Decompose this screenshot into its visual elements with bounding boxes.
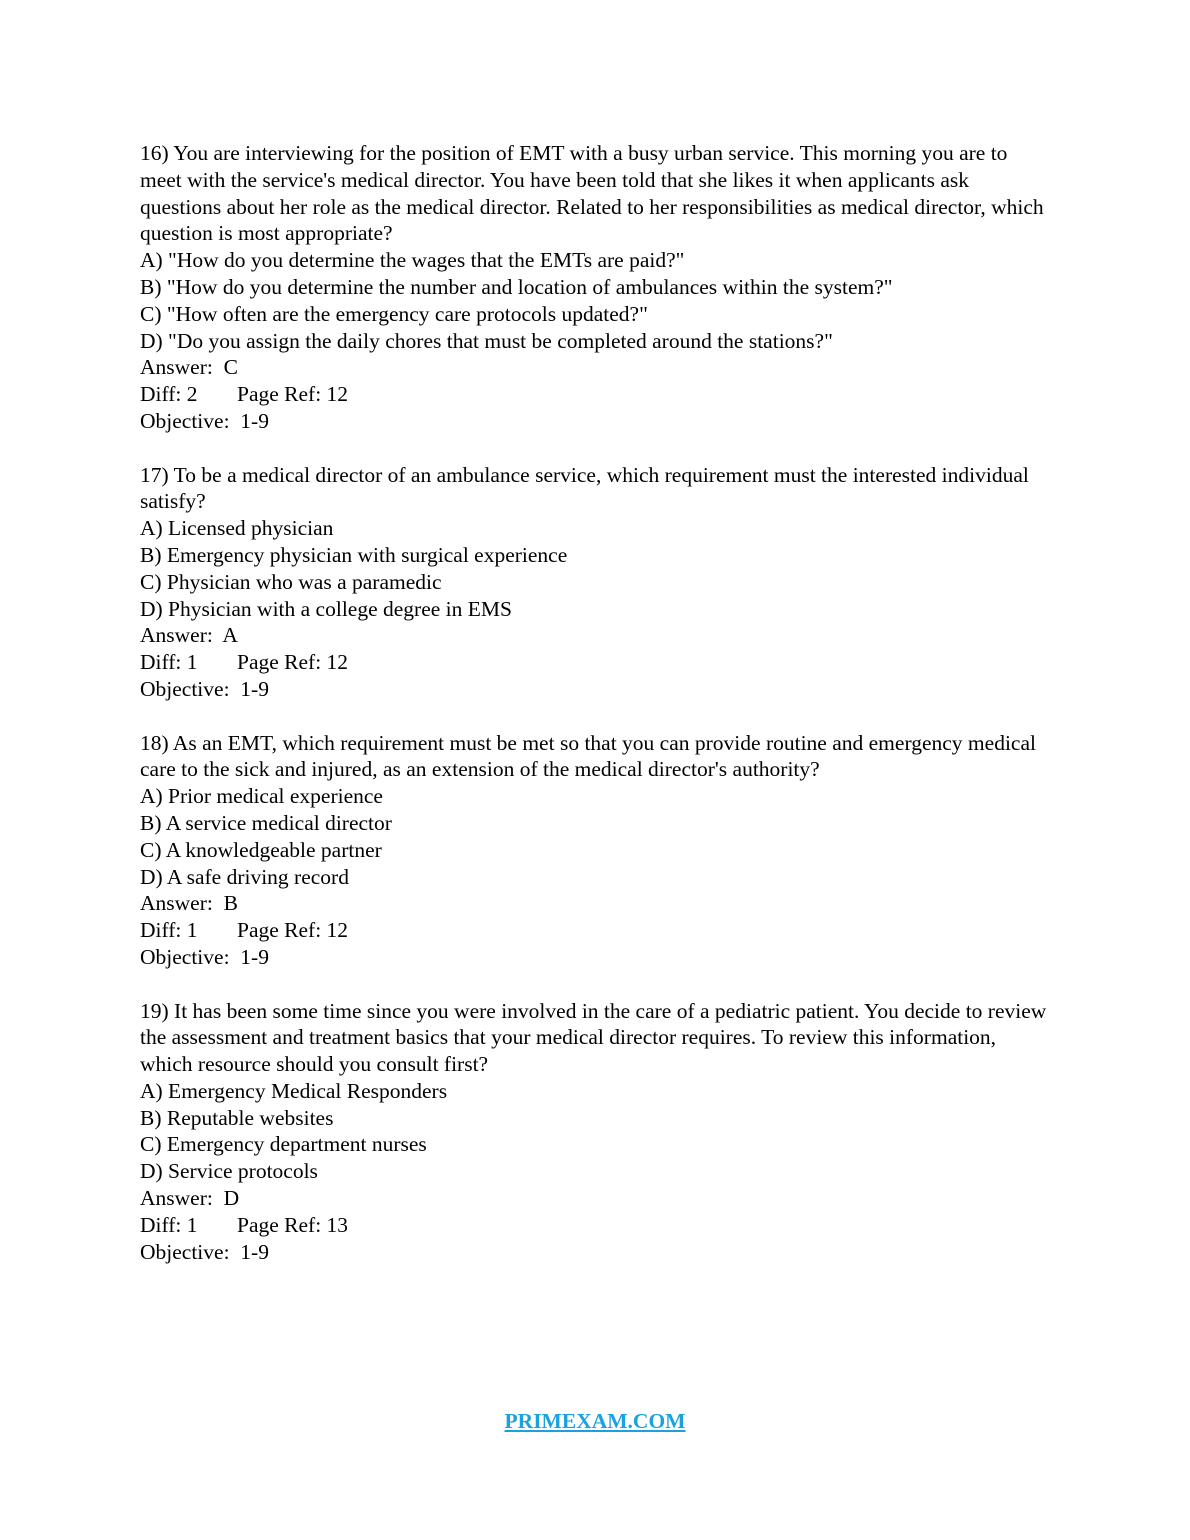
objective-line: Objective: 1-9 — [140, 676, 269, 701]
difficulty: Diff: 1 — [140, 918, 198, 943]
option-c: C) "How often are the emergency care protocols updated?" — [140, 301, 648, 326]
objective-line: Objective: 1-9 — [140, 944, 269, 969]
question-17 — [140, 462, 1050, 703]
objective-line: Objective: 1-9 — [140, 1239, 269, 1264]
option-d: D) "Do you assign the daily chores that must be completed around the stations?" — [140, 328, 833, 353]
objective-line: Objective: 1-9 — [140, 408, 269, 433]
page-footer — [0, 1409, 1190, 1434]
option-b: B) "How do you determine the number and location of ambulances within the system?" — [140, 274, 893, 299]
document-body — [140, 140, 1050, 1292]
difficulty: Diff: 1 — [140, 650, 198, 675]
option-c: C) A knowledgeable partner — [140, 837, 382, 862]
option-b: B) Emergency physician with surgical experience — [140, 542, 568, 567]
question-stem: 16) You are interviewing for the position of EMT with a busy urban service. This morning you are to meet with the service's medical director. You have been told that she likes it when applicants ask questions about her role as the medical director. Related to her responsibilities as medical director, which question is most appropriate? — [140, 141, 1044, 246]
question-stem: 17) To be a medical director of an ambulance service, which requirement must the interested individual satisfy? — [140, 462, 1029, 514]
page-ref: Page Ref: 12 — [237, 382, 349, 407]
option-c: C) Physician who was a paramedic — [140, 569, 442, 594]
diff-pageref-line — [140, 917, 1050, 944]
answer-line: Answer: C — [140, 355, 238, 380]
primexam-link[interactable]: PRIMEXAM.COM — [504, 1409, 686, 1433]
option-c: C) Emergency department nurses — [140, 1132, 427, 1157]
page-ref: Page Ref: 13 — [237, 1212, 349, 1237]
question-18 — [140, 730, 1050, 971]
diff-pageref-line — [140, 1212, 1050, 1239]
answer-line: Answer: B — [140, 891, 238, 916]
option-a: A) Emergency Medical Responders — [140, 1078, 448, 1103]
option-d: D) A safe driving record — [140, 864, 349, 889]
option-a: A) Prior medical experience — [140, 784, 383, 809]
page-ref: Page Ref: 12 — [237, 650, 349, 675]
diff-pageref-line — [140, 381, 1050, 408]
question-19 — [140, 998, 1050, 1266]
question-16 — [140, 140, 1050, 435]
difficulty: Diff: 2 — [140, 382, 198, 407]
answer-line: Answer: A — [140, 623, 238, 648]
answer-line: Answer: D — [140, 1186, 240, 1211]
option-a: A) "How do you determine the wages that the EMTs are paid?" — [140, 248, 685, 273]
option-b: B) A service medical director — [140, 810, 392, 835]
question-stem: 19) It has been some time since you were involved in the care of a pediatric patient. You decide to review the assessment and treatment basics that your medical director requires. To review this information, which resource should you consult first? — [140, 998, 1047, 1077]
question-stem: 18) As an EMT, which requirement must be met so that you can provide routine and emergency medical care to the sick and injured, as an extension of the medical director's authority? — [140, 730, 1036, 782]
page-ref: Page Ref: 12 — [237, 918, 349, 943]
option-a: A) Licensed physician — [140, 516, 334, 541]
option-d: D) Physician with a college degree in EMS — [140, 596, 512, 621]
option-d: D) Service protocols — [140, 1159, 318, 1184]
option-b: B) Reputable websites — [140, 1105, 334, 1130]
diff-pageref-line — [140, 649, 1050, 676]
difficulty: Diff: 1 — [140, 1212, 198, 1237]
